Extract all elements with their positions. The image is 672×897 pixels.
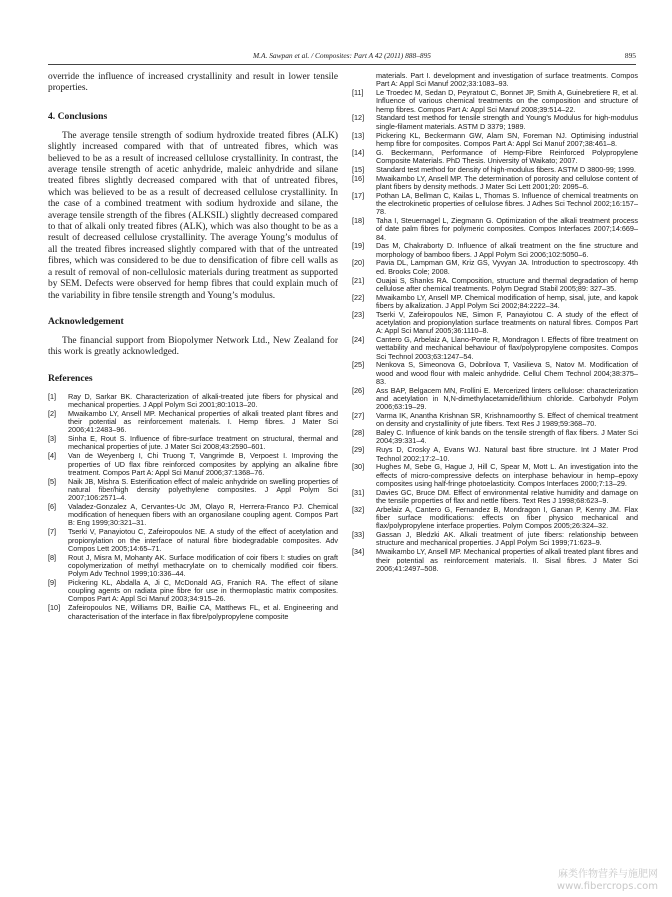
reference-item bbox=[352, 259, 638, 276]
reference-text: Ruys D, Crosky A, Evans WJ. Natural bast fibre structure. Int J Mater Prod Technol 2002;17:2–10. bbox=[376, 445, 638, 463]
reference-item bbox=[352, 72, 638, 89]
reference-item bbox=[352, 217, 638, 242]
reference-text: Pothan LA, Bellman C, Kailas L, Thomas S. Influence of chemical treatments on the electrokinetic properties of cellulose fibres. J Adhes Sci Technol 2002;16:157–78. bbox=[376, 190, 638, 217]
reference-text: Hughes M, Sebe G, Hague J, Hill C, Spear M, Mott L. An investigation into the effects of micro-compressive defects on interphase behaviour in hemp–epoxy composites using half-fringe photoelasticity. Compos Interfaces 2000;7:13–29. bbox=[376, 462, 638, 488]
reference-text: Naik JB, Mishra S. Esterification effect of maleic anhydride on swelling properties of natural fiber/high density polyethylene composites. J Appl Polym Sci 2007;106:2571–4. bbox=[68, 476, 338, 503]
reference-text: Pavia DL, Lampman GM, Kriz GS, Vyvyan JA. Introduction to spectroscopy. 4th ed. Brooks Cole; 2008. bbox=[376, 258, 638, 276]
reference-item bbox=[48, 579, 338, 604]
watermark-url: www.fibercrops.com bbox=[556, 881, 658, 892]
reference-number: [21] bbox=[352, 275, 365, 285]
acknowledgement-paragraph: The financial support from Biopolymer Network Ltd., New Zealand for this work is greatly acknowledged. bbox=[48, 335, 338, 358]
reference-number: [13] bbox=[352, 130, 365, 140]
reference-item bbox=[352, 531, 638, 548]
conclusions-paragraph: The average tensile strength of sodium hydroxide treated fibres (ALK) slightly increased compared with that of untreated fibres, which was believed to be as a result of increased cellulose crystallinity. In contrast, the average tensile strength of acetic anhydride, maleic anhydride and silane treated fibres slightly decreased compared with that of untreated fibres, which was believed to be as a result of decreased cellulose crystallinity. In the case of a combined treatment with sodium hydroxide and silane, the average tensile strength of the fibres (ALKSIL) slightly decreased compared to that of alkali only treated fibres (ALK), which was also thought to be as a result of decreased cellulose crystallinity. The average Young’s modulus of all the treated fibres increased slightly compared with that of the untreated fibres, which was considered to be due to densification of fibre cell walls as a result of removal of non-cellulosic materials during treatment as supported by SEM. Defects were observed for hemp fibres that could explain much of the variability in fibre tensile strength and Young’s modulus. bbox=[48, 130, 338, 301]
reference-text: Davies GC, Bruce DM. Effect of environmental relative humidity and damage on the tensile properties of flax and nettle fibers. Text Res J 1998;68:623–9. bbox=[376, 487, 638, 505]
reference-item bbox=[352, 429, 638, 446]
reference-item bbox=[48, 452, 338, 477]
reference-text: Baley C. Influence of kink bands on the tensile strength of flax fibers. J Mater Sci 2004;39:331–4. bbox=[376, 428, 638, 446]
reference-text: Cantero G, Arbelaiz A, Llano-Ponte R, Mondragon I. Effects of fibre treatment on wettability and mechanical behaviour of flax/polypropylene composites. Compos Sci Technol 2003;63:1247–54. bbox=[376, 335, 638, 361]
reference-number: [3] bbox=[48, 434, 57, 444]
reference-item bbox=[48, 528, 338, 553]
reference-number: [7] bbox=[48, 527, 57, 537]
reference-number: [25] bbox=[352, 360, 365, 370]
page-number: 895 bbox=[624, 51, 636, 60]
reference-number: [24] bbox=[352, 335, 365, 345]
reference-text: Tserki V, Zafeiropoulos NE, Simon F, Panayiotou C. A study of the effect of acetylation and propionylation surface treatments on natural fibres. Compos Part A: Appl Sci Manuf 2005;36:1110–8. bbox=[376, 309, 638, 336]
reference-number: [32] bbox=[352, 504, 365, 514]
reference-number: [11] bbox=[352, 88, 364, 98]
reference-text: Mwaikambo LY, Ansell MP. Chemical modification of hemp, sisal, jute, and kapok fibers by alkalization. J Appl Polym Sci 2002;84:2222–34. bbox=[376, 292, 638, 310]
conclusions-heading: 4. Conclusions bbox=[48, 110, 108, 122]
reference-item bbox=[48, 435, 338, 452]
watermark-cn: 麻类作物营养与施肥网 bbox=[558, 869, 658, 880]
reference-text: Nenkova S, Simeonova G, Dobrilova T, Vasilieva S, Natov M. Modification of wood and wood flour with maleic anhydride. Cellul Chem Technol 2004;38:375–83. bbox=[376, 360, 638, 386]
reference-text: Van de Weyenberg I, Chi Truong T, Vangrimde B, Verpoest I. Improving the properties of UD flax fibre reinforced composites by applying an alkaline fibre treatment. Compos Part A: Appl Sci Manuf 2006;37:1368–76. bbox=[68, 451, 338, 477]
reference-number: [14] bbox=[352, 147, 365, 157]
reference-text: Standard test method for tensile strength and Young’s Modulus for high-modulus single-filament materials. ASTM D 3379; 1989. bbox=[376, 113, 638, 131]
reference-item bbox=[352, 89, 638, 114]
reference-text: Pickering KL, Beckermann GW, Alam SN, Foreman NJ. Optimising industrial hemp fibre for composites. Compos Part A: Appl Sci Manuf 2007;38:461–8. bbox=[376, 130, 638, 148]
reference-item bbox=[48, 554, 338, 579]
reference-number: [27] bbox=[352, 411, 365, 421]
reference-number: [4] bbox=[48, 451, 57, 461]
reference-number: [28] bbox=[352, 428, 365, 438]
reference-item bbox=[352, 149, 638, 166]
intro-paragraph: override the influence of increased crystallinity and result in lower tensile properties. bbox=[48, 72, 338, 94]
reference-item bbox=[48, 393, 338, 410]
reference-text: Le Troedec M, Sedan D, Peyratout C, Bonnet JP, Smith A, Guinebretiere R, et al. Influence of various chemical treatments on the composition and structure of hemp fibres. Compos Part A: Appl Sci Manuf 2008;39:514–22. bbox=[376, 88, 638, 114]
running-header bbox=[48, 51, 636, 63]
reference-item bbox=[352, 132, 638, 149]
reference-number: [15] bbox=[352, 164, 365, 174]
header-rule bbox=[48, 64, 636, 65]
reference-text: Mwaikambo LY, Ansell MP. Mechanical properties of alkali treated plant fibres and their potential as reinforcement materials. I. Hemp fibres. J Mater Sci 2006;41:2483–96. bbox=[68, 408, 338, 435]
reference-item bbox=[352, 463, 638, 488]
reference-item bbox=[352, 387, 638, 412]
reference-number: [30] bbox=[352, 462, 365, 472]
reference-number: [5] bbox=[48, 476, 57, 486]
reference-text: Ouajai S, Shanks RA. Composition, structure and thermal degradation of hemp cellulose after chemical treatments. Polym Degrad Stabil 2005;89: 327–35. bbox=[376, 275, 638, 293]
reference-number: [19] bbox=[352, 241, 365, 251]
reference-text: G. Beckermann, Performance of Hemp-Fibre Reinforced Polypropylene Composite Materials. PhD Thesis. University of Waikato; 2007. bbox=[376, 147, 638, 165]
reference-text: Ray D, Sarkar BK. Characterization of alkali-treated jute fibers for physical and mechanical properties. J Appl Polym Sci 2001;80:1013–20. bbox=[68, 391, 338, 409]
reference-number: [18] bbox=[352, 216, 365, 225]
references-heading: References bbox=[48, 372, 93, 384]
reference-item bbox=[352, 412, 638, 429]
reference-text: Ass BAP, Belgacem MN, Frollini E. Mercerized linters cellulose: characterization and acetylation in N,N-dimethylacetamide/lithium chloride. Carbohydr Polym 2006;63:19–29. bbox=[376, 385, 638, 412]
reference-number: [17] bbox=[352, 190, 365, 200]
reference-item bbox=[352, 114, 638, 131]
reference-item bbox=[352, 361, 638, 386]
reference-number: [22] bbox=[352, 292, 365, 302]
reference-text: Gassan J, Bledzki AK. Alkali treatment of jute fibers: relationship between structure and mechanical properties. J Appl Polym Sci 1999;71:623–9. bbox=[376, 530, 638, 548]
reference-item bbox=[352, 294, 638, 311]
reference-text: Taha I, Steuernagel L, Ziegmann G. Optimization of the alkali treatment process of date palm fibres for polymeric composites. Compos Interfaces 2007;14:669–84. bbox=[376, 216, 638, 242]
reference-item bbox=[352, 311, 638, 336]
reference-item bbox=[352, 548, 638, 573]
reference-number: [10] bbox=[48, 603, 61, 613]
reference-number: [2] bbox=[48, 408, 57, 418]
reference-text: Valadez-Gonzalez A, Cervantes-Uc JM, Olayo R, Herrera-Franco PJ. Chemical modification of henequen fibers with an organosilane coupling agent. Compos Part B: Eng 1999;30:321–31. bbox=[68, 501, 338, 528]
reference-number: [31] bbox=[352, 487, 365, 497]
reference-item bbox=[352, 446, 638, 463]
reference-text: materials. Part I. development and investigation of surface treatments. Compos Part A: Appl Sci Manuf 2002;33:1083–93. bbox=[376, 71, 638, 89]
reference-number: [8] bbox=[48, 552, 57, 562]
reference-item bbox=[352, 506, 638, 531]
reference-item bbox=[48, 410, 338, 435]
reference-text: Arbelaiz A, Cantero G, Fernandez B, Mondragon I, Ganan P, Kenny JM. Flax fiber surface modifications: effects on fiber physico mechanical and flax/polypropylene interface properties. Polym Compos 2005;26:324–32. bbox=[376, 504, 638, 531]
reference-item bbox=[352, 242, 638, 259]
reference-item bbox=[352, 192, 638, 217]
reference-text: Pickering KL, Abdalla A, Ji C, McDonald AG, Franich RA. The effect of silane coupling agents on radiata pine fibre for use in thermoplastic matrix composites. Compos Part A: Appl Sci Manuf 2003;34:915–26. bbox=[68, 577, 338, 604]
acknowledgement-heading: Acknowledgement bbox=[48, 315, 124, 327]
journal-citation: M.A. Sawpan et al. / Composites: Part A 42 (2011) 888–895 bbox=[253, 51, 431, 60]
reference-number: [23] bbox=[352, 309, 365, 319]
watermark bbox=[557, 869, 658, 893]
reference-text: Sinha E, Rout S. Influence of fibre-surface treatment on structural, thermal and mechanical properties of jute. J Mater Sci 2008;43:2590–601. bbox=[68, 434, 338, 452]
reference-text: Zafeiropoulos NE, Williams DR, Baillie CA, Matthews FL, et al. Engineering and characterisation of the interface in flax fibre/polypropylene composite bbox=[68, 603, 338, 621]
right-column bbox=[352, 72, 638, 574]
reference-item bbox=[352, 277, 638, 294]
reference-number: [16] bbox=[352, 173, 365, 183]
reference-list-right bbox=[352, 72, 638, 573]
reference-item bbox=[352, 489, 638, 506]
reference-text: Varma IK, Anantha Krishnan SR, Krishnamoorthy S. Effect of chemical treatment on density and crystallinity of jute fibers. Text Res J 1989;59:368–70. bbox=[376, 411, 638, 429]
reference-text: Das M, Chakraborty D. Influence of alkali treatment on the fine structure and morphology of bamboo fibers. J Appl Polym Sci 2006;102:5050–6. bbox=[376, 241, 638, 259]
reference-item bbox=[48, 478, 338, 503]
reference-number: [6] bbox=[48, 501, 57, 511]
reference-list-left bbox=[48, 393, 338, 621]
reference-item bbox=[48, 604, 338, 621]
reference-text: Rout J, Misra M, Mohanty AK. Surface modification of coir fibers I: studies on graft copolymerization of methyl methacrylate on to chemically modified coir fibers. Polym Adv Technol 1999;10:336–44. bbox=[68, 552, 338, 579]
left-column bbox=[48, 72, 338, 621]
reference-number: [12] bbox=[352, 113, 365, 123]
reference-item bbox=[352, 336, 638, 361]
reference-text: Mwaikambo LY, Ansell MP. Mechanical properties of alkali treated plant fibres and their potential as reinforcement materials. II. Sisal fibres. J Mater Sci 2006;41:2497–508. bbox=[376, 547, 638, 573]
reference-text: Mwaikambo LY, Ansell MP. The determination of porosity and cellulose content of plant fibers by density methods. J Mater Sci Lett 2001;20: 2095–6. bbox=[376, 173, 638, 191]
reference-number: [1] bbox=[48, 391, 57, 401]
reference-number: [29] bbox=[352, 445, 365, 455]
reference-text: Tserki V, Panayiotou C, Zafeiropoulos NE. A study of the effect of acetylation and propionylation on the interface of natural fibre biodegradable composites. Adv Compos Lett 2005;14:65–71. bbox=[68, 527, 338, 553]
reference-item bbox=[48, 503, 338, 528]
reference-number: [33] bbox=[352, 530, 365, 540]
reference-number: [20] bbox=[352, 258, 365, 268]
reference-item bbox=[352, 175, 638, 192]
reference-text: Standard test method for density of high-modulus fibers. ASTM D 3800-99; 1999. bbox=[376, 164, 636, 174]
reference-number: [26] bbox=[352, 385, 365, 395]
reference-number: [34] bbox=[352, 547, 365, 557]
reference-number: [9] bbox=[48, 577, 57, 587]
